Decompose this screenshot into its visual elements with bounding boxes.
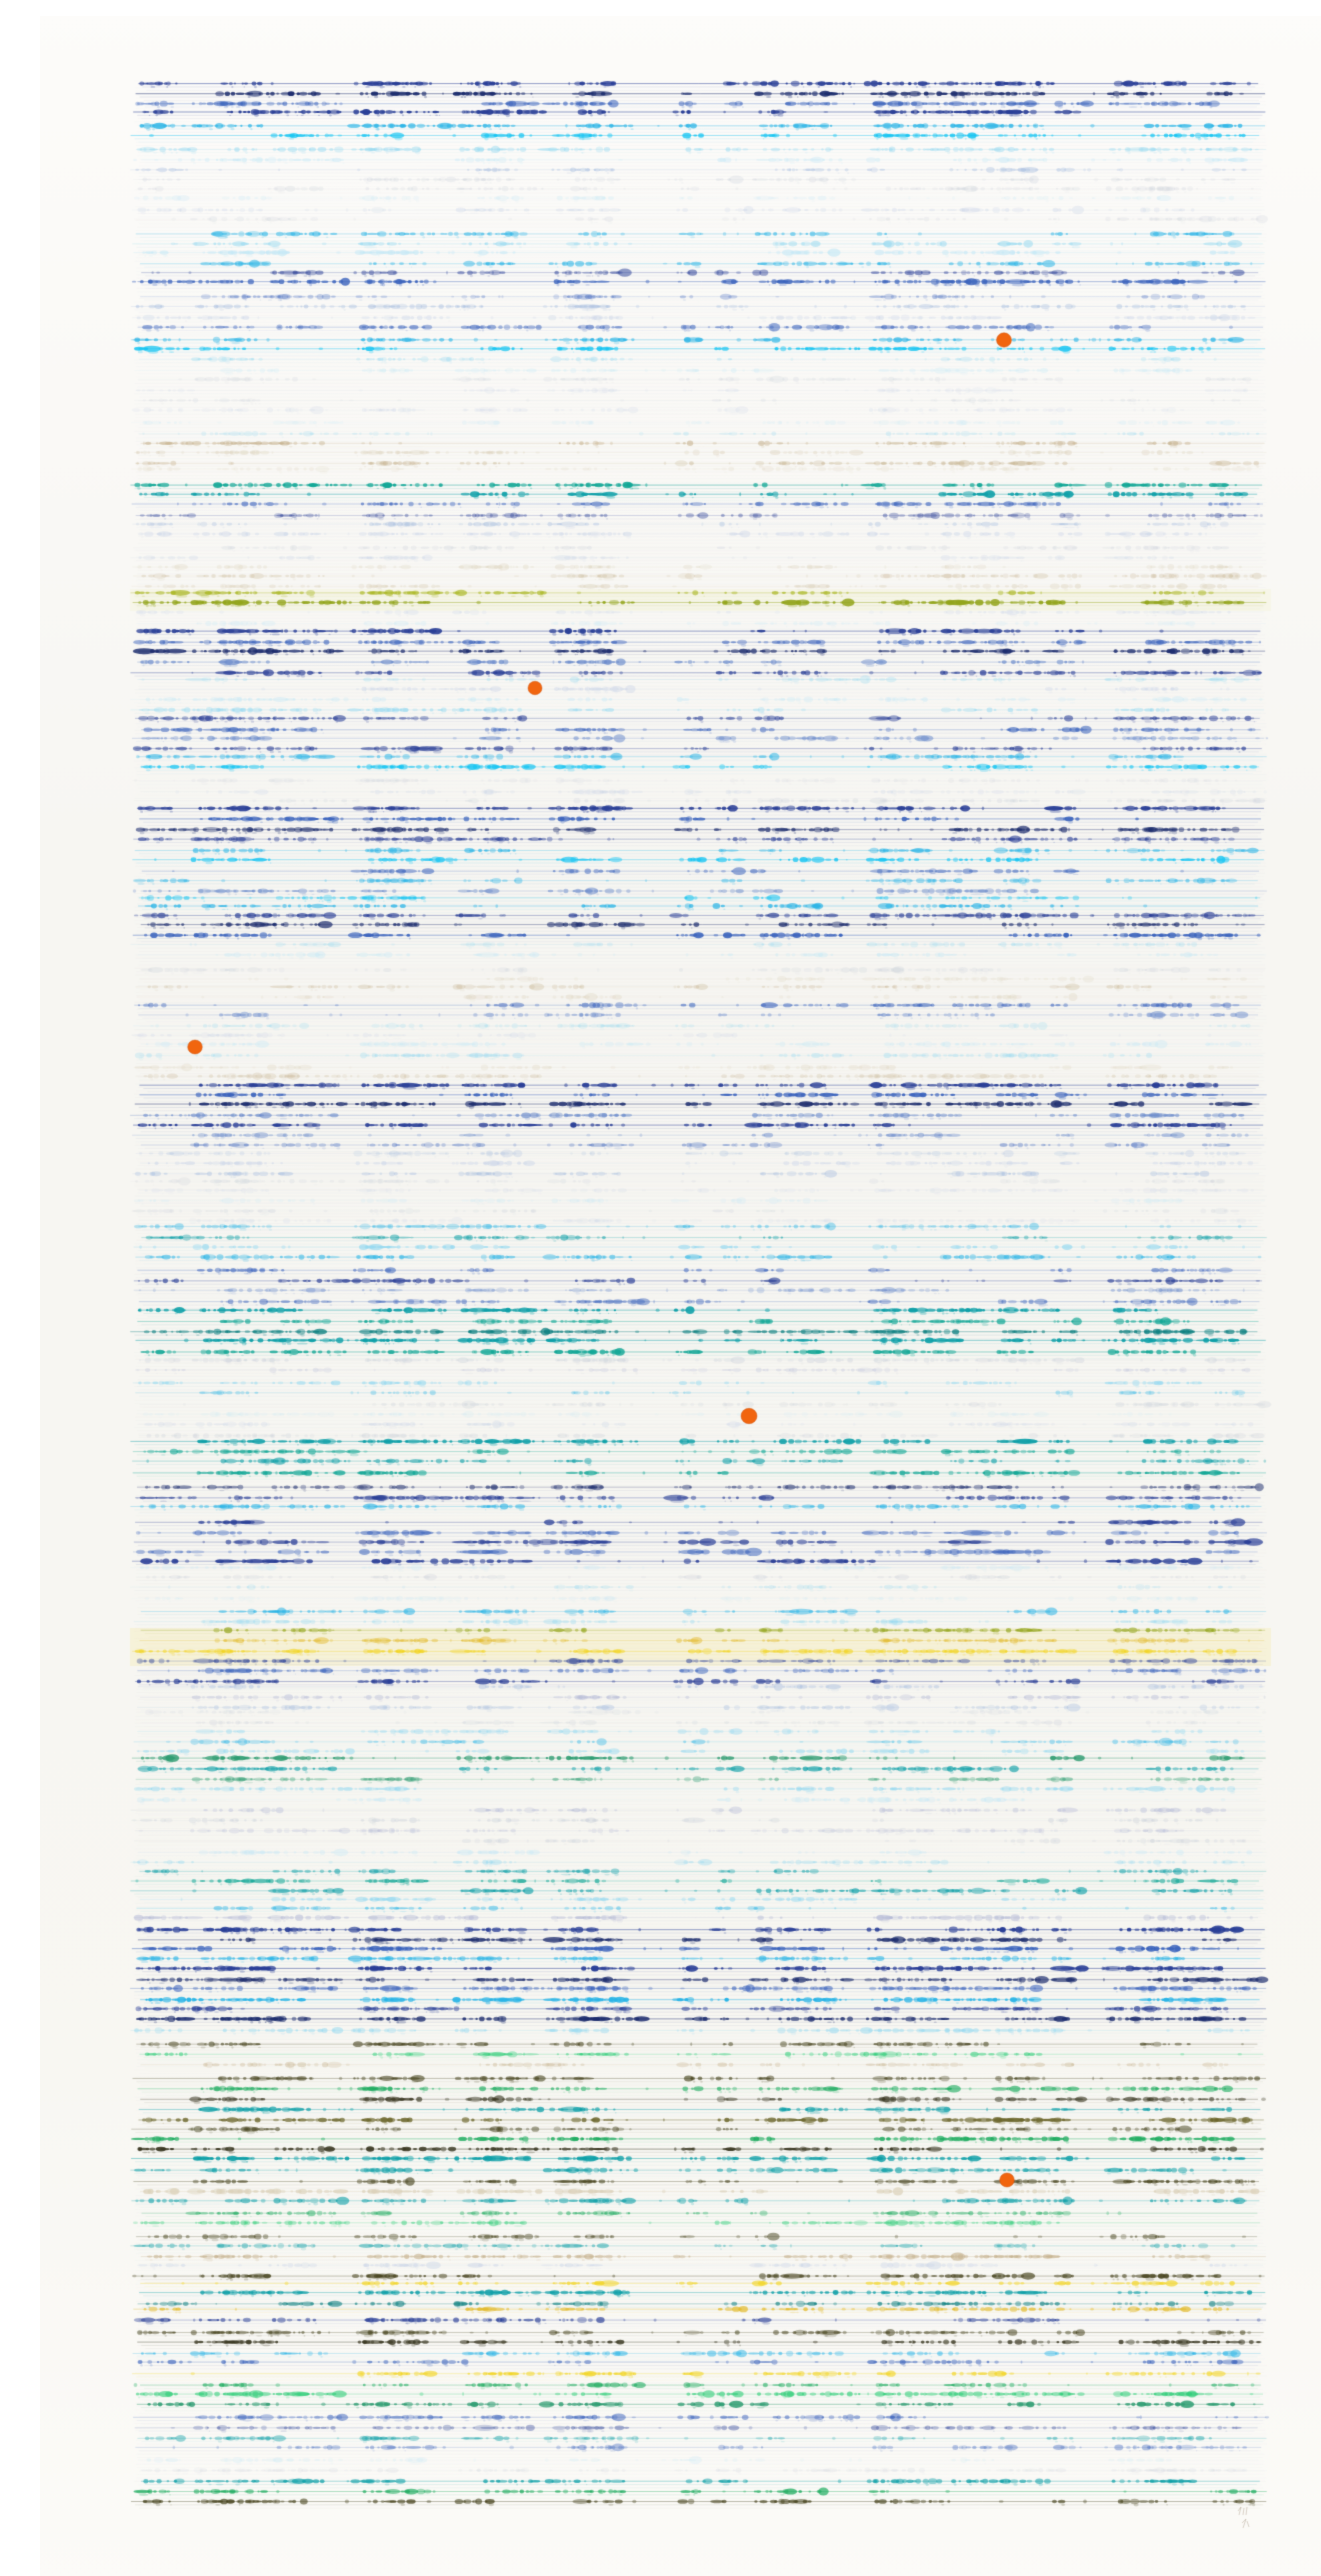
- artwork-canvas: [40, 16, 1321, 2576]
- artwork-print: [40, 16, 1321, 2576]
